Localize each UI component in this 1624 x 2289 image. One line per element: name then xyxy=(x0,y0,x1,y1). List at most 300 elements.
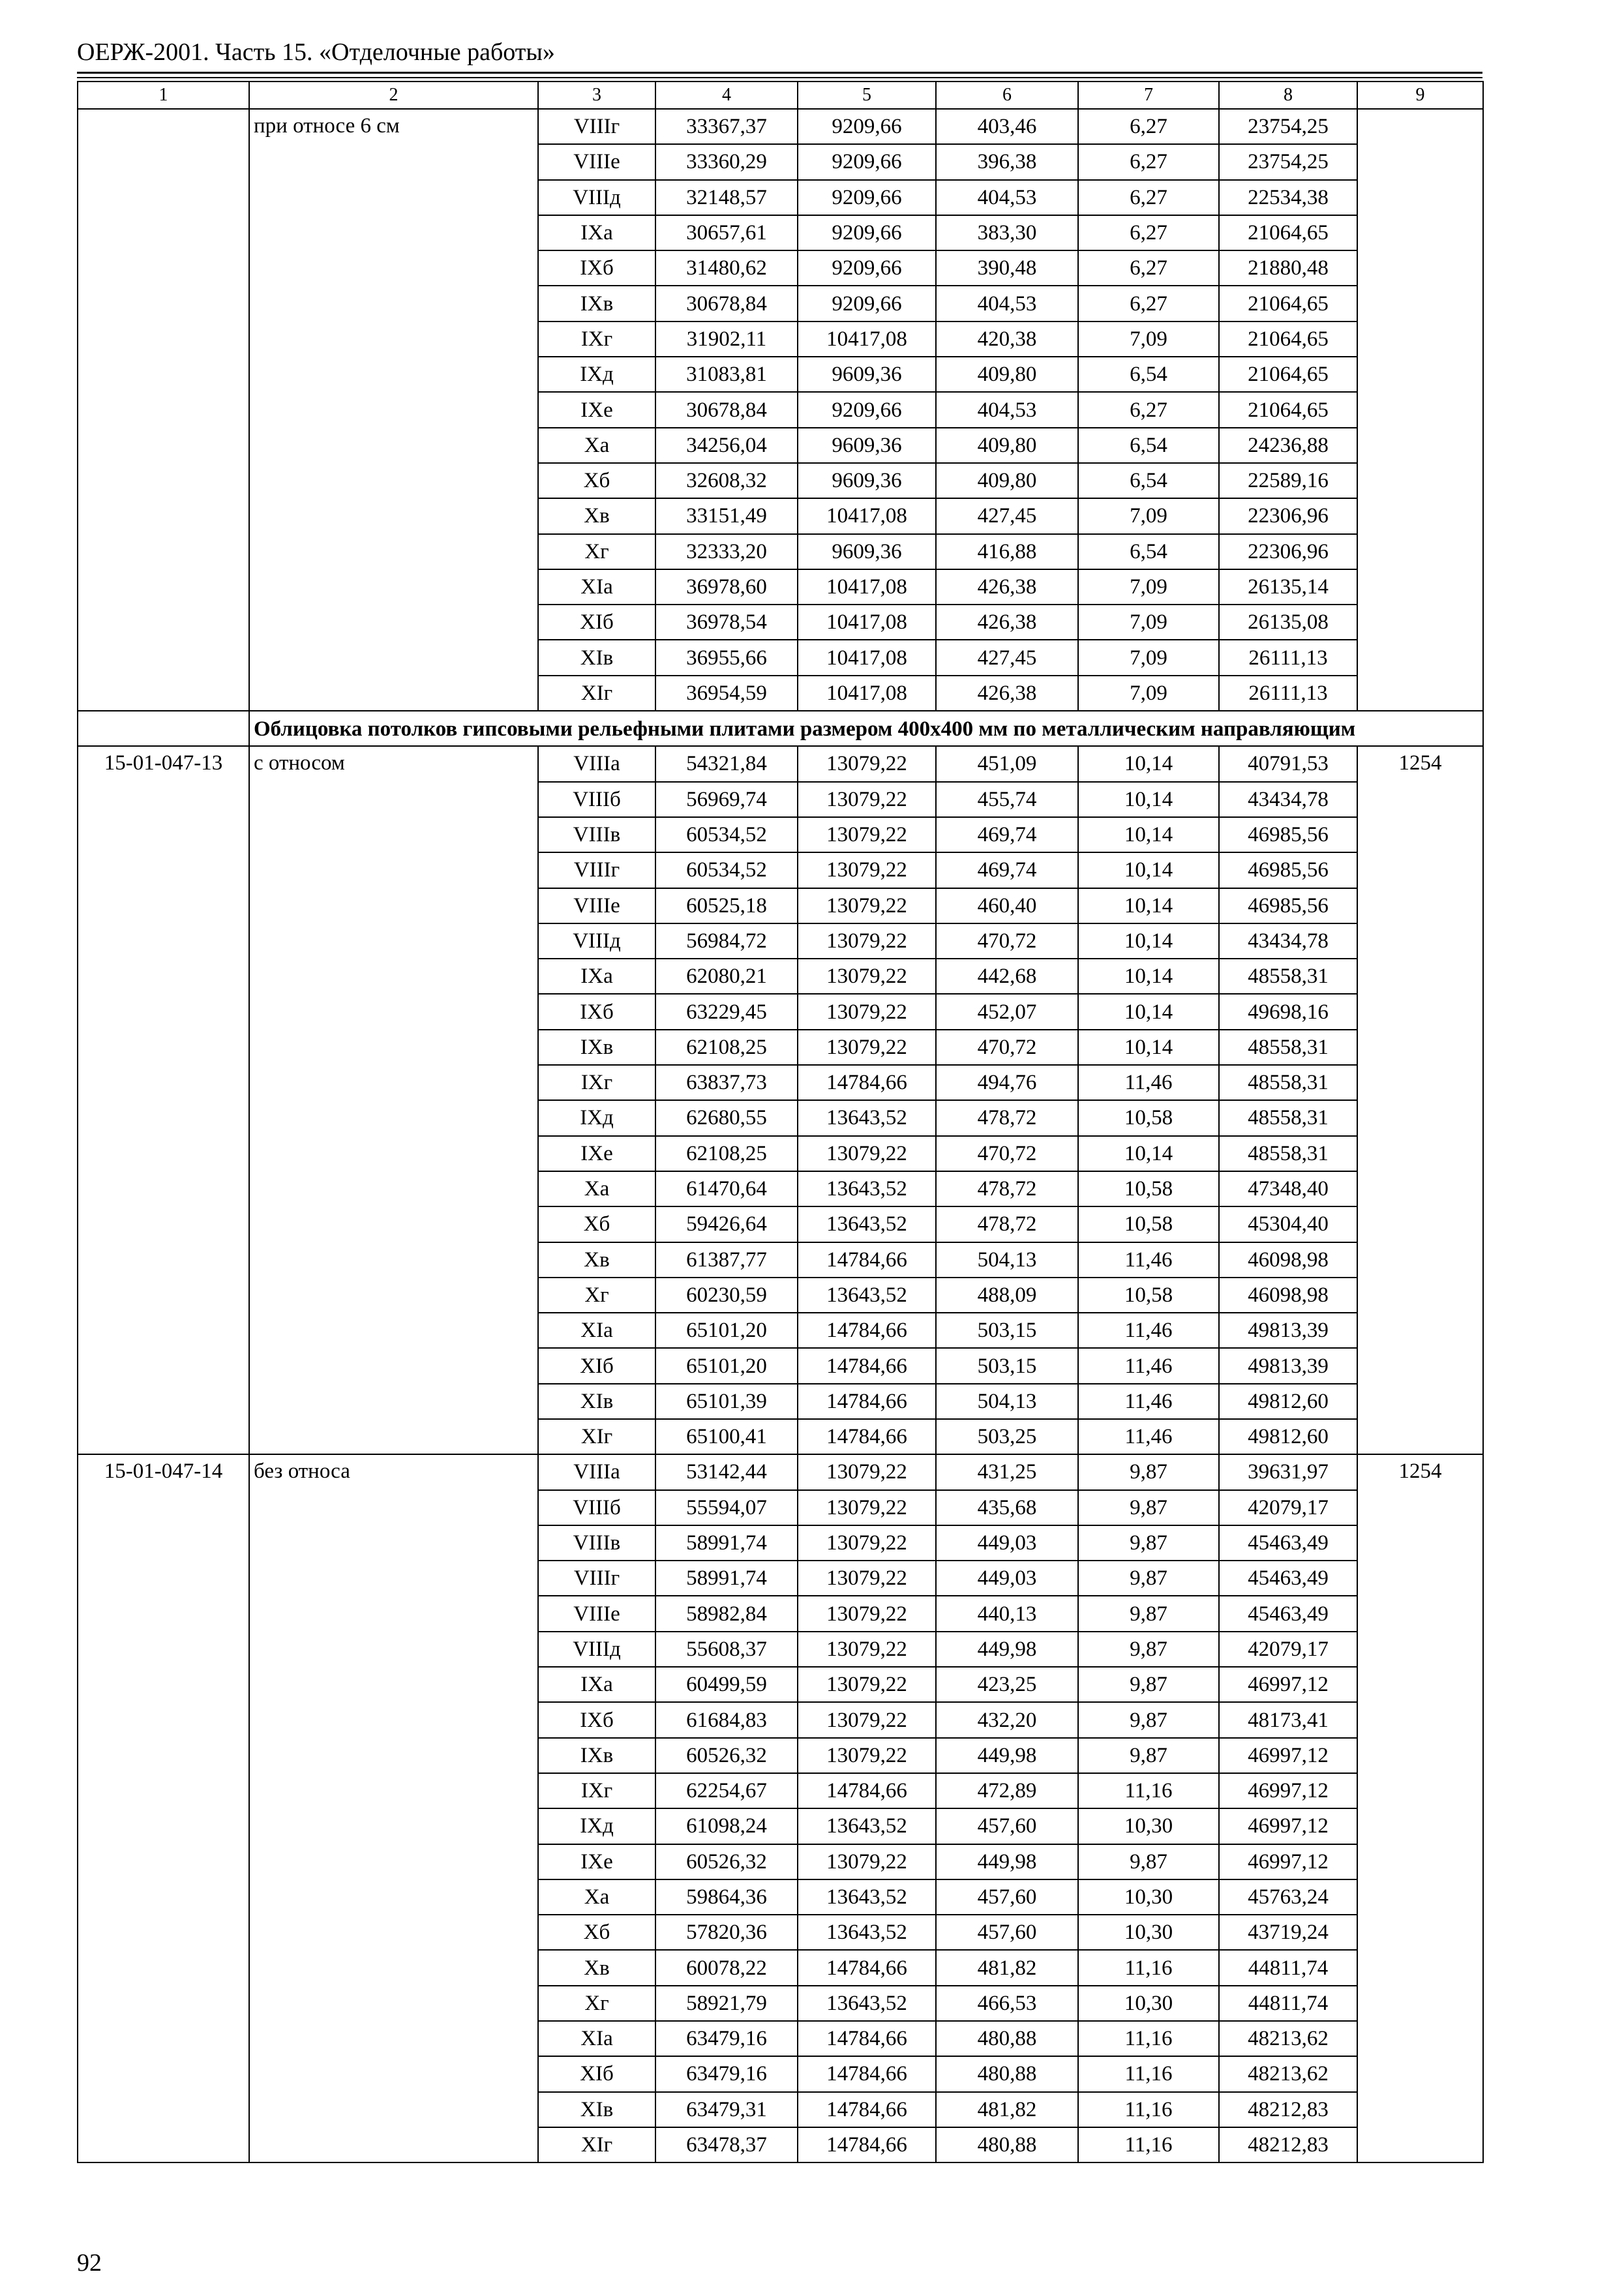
code-cell: 15-01-047-14 xyxy=(78,1454,249,2162)
value-cell: 504,13 xyxy=(936,1384,1078,1419)
value-cell: 442,68 xyxy=(936,959,1078,994)
value-cell: 13643,52 xyxy=(798,1278,936,1313)
value-cell: 26111,13 xyxy=(1219,640,1357,675)
value-cell: 46985,56 xyxy=(1219,817,1357,852)
value-cell: 21880,48 xyxy=(1219,250,1357,286)
header-rule xyxy=(77,72,1482,74)
value-cell: 14784,66 xyxy=(798,1950,936,1985)
zone-cell: VIIIе xyxy=(538,1596,655,1631)
value-cell: 480,88 xyxy=(936,2021,1078,2056)
value-cell: 409,80 xyxy=(936,357,1078,392)
zone-cell: IXв xyxy=(538,1030,655,1065)
value-cell: 63229,45 xyxy=(655,994,798,1029)
value-cell: 10,14 xyxy=(1078,817,1219,852)
value-cell: 503,15 xyxy=(936,1348,1078,1383)
column-number: 3 xyxy=(538,82,655,109)
value-cell: 46997,12 xyxy=(1219,1738,1357,1773)
value-cell: 63479,16 xyxy=(655,2056,798,2091)
value-cell: 472,89 xyxy=(936,1773,1078,1808)
value-cell: 34256,04 xyxy=(655,428,798,463)
value-cell: 61470,64 xyxy=(655,1171,798,1206)
value-cell: 42079,17 xyxy=(1219,1632,1357,1667)
zone-cell: IXа xyxy=(538,1667,655,1702)
zone-cell: IXг xyxy=(538,1773,655,1808)
value-cell: 426,38 xyxy=(936,676,1078,711)
value-cell: 6,27 xyxy=(1078,180,1219,215)
value-cell: 14784,66 xyxy=(798,2021,936,2056)
value-cell: 10417,08 xyxy=(798,569,936,605)
value-cell: 46985,56 xyxy=(1219,888,1357,923)
value-cell: 10,30 xyxy=(1078,1915,1219,1950)
zone-cell: Xб xyxy=(538,1915,655,1950)
value-cell: 14784,66 xyxy=(798,1313,936,1348)
value-cell: 409,80 xyxy=(936,428,1078,463)
value-cell: 61684,83 xyxy=(655,1702,798,1737)
value-cell: 46985,56 xyxy=(1219,852,1357,888)
value-cell: 403,46 xyxy=(936,109,1078,144)
value-cell: 46098,98 xyxy=(1219,1242,1357,1278)
value-cell: 9209,66 xyxy=(798,250,936,286)
value-cell: 60499,59 xyxy=(655,1667,798,1702)
value-cell: 11,46 xyxy=(1078,1348,1219,1383)
value-cell: 457,60 xyxy=(936,1808,1078,1844)
value-cell: 13079,22 xyxy=(798,1702,936,1737)
zone-cell: Xг xyxy=(538,1278,655,1313)
value-cell: 478,72 xyxy=(936,1206,1078,1242)
zone-cell: Xа xyxy=(538,1879,655,1915)
table-row xyxy=(78,109,1483,144)
value-cell: 48212,83 xyxy=(1219,2092,1357,2127)
value-cell: 40791,53 xyxy=(1219,746,1357,781)
value-cell: 10,14 xyxy=(1078,888,1219,923)
value-cell: 45463,49 xyxy=(1219,1561,1357,1596)
value-cell: 30657,61 xyxy=(655,215,798,250)
value-cell: 10,58 xyxy=(1078,1171,1219,1206)
value-cell: 45463,49 xyxy=(1219,1596,1357,1631)
value-cell: 45763,24 xyxy=(1219,1879,1357,1915)
value-cell: 43434,78 xyxy=(1219,923,1357,959)
zone-cell: Xа xyxy=(538,428,655,463)
value-cell: 65101,20 xyxy=(655,1313,798,1348)
value-cell: 61387,77 xyxy=(655,1242,798,1278)
value-cell: 10,14 xyxy=(1078,994,1219,1029)
value-cell: 9209,66 xyxy=(798,144,936,179)
zone-cell: VIIIа xyxy=(538,746,655,781)
value-cell: 58982,84 xyxy=(655,1596,798,1631)
value-cell: 10,30 xyxy=(1078,1986,1219,2021)
value-cell: 432,20 xyxy=(936,1702,1078,1737)
value-cell: 56984,72 xyxy=(655,923,798,959)
value-cell: 63479,16 xyxy=(655,2021,798,2056)
zone-cell: IXд xyxy=(538,1100,655,1135)
value-cell: 62108,25 xyxy=(655,1136,798,1171)
value-cell: 45304,40 xyxy=(1219,1206,1357,1242)
value-cell: 48173,41 xyxy=(1219,1702,1357,1737)
zone-cell: VIIIа xyxy=(538,1454,655,1489)
value-cell: 49813,39 xyxy=(1219,1313,1357,1348)
value-cell: 10417,08 xyxy=(798,498,936,533)
value-cell: 13079,22 xyxy=(798,1596,936,1631)
zone-cell: XIв xyxy=(538,2092,655,2127)
value-cell: 494,76 xyxy=(936,1065,1078,1100)
value-cell: 43434,78 xyxy=(1219,782,1357,817)
zone-cell: VIIIб xyxy=(538,1490,655,1525)
value-cell: 31480,62 xyxy=(655,250,798,286)
value-cell: 13643,52 xyxy=(798,1100,936,1135)
value-cell: 10,58 xyxy=(1078,1206,1219,1242)
value-cell: 11,46 xyxy=(1078,1242,1219,1278)
column-number: 2 xyxy=(249,82,538,109)
zone-cell: VIIIб xyxy=(538,782,655,817)
value-cell: 10,14 xyxy=(1078,782,1219,817)
zone-cell: Xб xyxy=(538,463,655,498)
value-cell: 7,09 xyxy=(1078,676,1219,711)
value-cell: 13079,22 xyxy=(798,1525,936,1561)
section-row xyxy=(78,711,1483,746)
zone-cell: XIб xyxy=(538,605,655,640)
value-cell: 53142,44 xyxy=(655,1454,798,1489)
value-cell: 427,45 xyxy=(936,498,1078,533)
value-cell: 14784,66 xyxy=(798,1773,936,1808)
value-cell: 9,87 xyxy=(1078,1667,1219,1702)
value-cell: 449,03 xyxy=(936,1561,1078,1596)
zone-cell: IXб xyxy=(538,994,655,1029)
value-cell: 36978,54 xyxy=(655,605,798,640)
zone-cell: VIIIг xyxy=(538,1561,655,1596)
value-cell: 9,87 xyxy=(1078,1844,1219,1879)
value-cell: 36954,59 xyxy=(655,676,798,711)
value-cell: 13079,22 xyxy=(798,852,936,888)
value-cell: 13079,22 xyxy=(798,923,936,959)
value-cell: 13079,22 xyxy=(798,782,936,817)
value-cell: 420,38 xyxy=(936,322,1078,357)
value-cell: 32148,57 xyxy=(655,180,798,215)
value-cell: 13079,22 xyxy=(798,1454,936,1489)
value-cell: 21064,65 xyxy=(1219,286,1357,321)
value-cell: 6,27 xyxy=(1078,109,1219,144)
value-cell: 10417,08 xyxy=(798,605,936,640)
value-cell: 61098,24 xyxy=(655,1808,798,1844)
value-cell: 9,87 xyxy=(1078,1490,1219,1525)
zone-cell: IXе xyxy=(538,1844,655,1879)
value-cell: 13079,22 xyxy=(798,746,936,781)
zone-cell: IXе xyxy=(538,1136,655,1171)
value-cell: 383,30 xyxy=(936,215,1078,250)
value-cell: 9,87 xyxy=(1078,1525,1219,1561)
value-cell: 10,14 xyxy=(1078,923,1219,959)
value-cell: 13643,52 xyxy=(798,1879,936,1915)
value-cell: 478,72 xyxy=(936,1171,1078,1206)
value-cell: 13079,22 xyxy=(798,1561,936,1596)
value-cell: 13079,22 xyxy=(798,1844,936,1879)
value-cell: 9,87 xyxy=(1078,1632,1219,1667)
zone-cell: VIIIв xyxy=(538,817,655,852)
value-cell: 9209,66 xyxy=(798,392,936,427)
zone-cell: Xв xyxy=(538,1242,655,1278)
value-cell: 426,38 xyxy=(936,569,1078,605)
value-cell: 11,16 xyxy=(1078,2092,1219,2127)
value-cell: 11,16 xyxy=(1078,2021,1219,2056)
value-cell: 404,53 xyxy=(936,286,1078,321)
zone-cell: IXа xyxy=(538,959,655,994)
value-cell: 9209,66 xyxy=(798,286,936,321)
value-cell: 13079,22 xyxy=(798,888,936,923)
zone-cell: XIг xyxy=(538,1419,655,1454)
value-cell: 21064,65 xyxy=(1219,322,1357,357)
value-cell: 57820,36 xyxy=(655,1915,798,1950)
value-cell: 58991,74 xyxy=(655,1561,798,1596)
value-cell: 9609,36 xyxy=(798,534,936,569)
value-cell: 10,30 xyxy=(1078,1879,1219,1915)
value-cell: 10,58 xyxy=(1078,1278,1219,1313)
value-cell: 60078,22 xyxy=(655,1950,798,1985)
value-cell: 44811,74 xyxy=(1219,1950,1357,1985)
zone-cell: Xг xyxy=(538,534,655,569)
column-number-row xyxy=(78,82,1483,109)
value-cell: 11,46 xyxy=(1078,1313,1219,1348)
value-cell: 62254,67 xyxy=(655,1773,798,1808)
value-cell: 32608,32 xyxy=(655,463,798,498)
value-cell: 21064,65 xyxy=(1219,357,1357,392)
value-cell: 60230,59 xyxy=(655,1278,798,1313)
value-cell: 14784,66 xyxy=(798,1242,936,1278)
value-cell: 6,27 xyxy=(1078,250,1219,286)
value-cell: 469,74 xyxy=(936,817,1078,852)
value-cell: 470,72 xyxy=(936,923,1078,959)
zone-cell: XIа xyxy=(538,2021,655,2056)
value-cell: 10,30 xyxy=(1078,1808,1219,1844)
value-cell: 6,27 xyxy=(1078,215,1219,250)
zone-cell: XIв xyxy=(538,1384,655,1419)
value-cell: 14784,66 xyxy=(798,1065,936,1100)
zone-cell: VIIIе xyxy=(538,888,655,923)
value-cell: 11,46 xyxy=(1078,1384,1219,1419)
value-cell: 449,98 xyxy=(936,1738,1078,1773)
value-cell: 7,09 xyxy=(1078,640,1219,675)
value-cell: 449,03 xyxy=(936,1525,1078,1561)
zone-cell: XIа xyxy=(538,1313,655,1348)
value-cell: 481,82 xyxy=(936,2092,1078,2127)
value-cell: 59864,36 xyxy=(655,1879,798,1915)
value-cell: 48558,31 xyxy=(1219,1100,1357,1135)
value-cell: 480,88 xyxy=(936,2056,1078,2091)
value-cell: 59426,64 xyxy=(655,1206,798,1242)
value-cell: 22306,96 xyxy=(1219,534,1357,569)
column-number: 6 xyxy=(936,82,1078,109)
value-cell: 23754,25 xyxy=(1219,144,1357,179)
value-cell: 452,07 xyxy=(936,994,1078,1029)
value-cell: 6,27 xyxy=(1078,392,1219,427)
value-cell: 457,60 xyxy=(936,1915,1078,1950)
value-cell: 13079,22 xyxy=(798,959,936,994)
value-cell: 26135,08 xyxy=(1219,605,1357,640)
value-cell: 7,09 xyxy=(1078,498,1219,533)
value-cell: 31083,81 xyxy=(655,357,798,392)
value-cell: 10417,08 xyxy=(798,322,936,357)
table-row xyxy=(78,746,1483,781)
zone-cell: VIIIд xyxy=(538,1632,655,1667)
value-cell: 58921,79 xyxy=(655,1986,798,2021)
value-cell: 33151,49 xyxy=(655,498,798,533)
value-cell: 10,14 xyxy=(1078,959,1219,994)
value-cell: 22589,16 xyxy=(1219,463,1357,498)
value-cell: 46098,98 xyxy=(1219,1278,1357,1313)
zone-cell: XIг xyxy=(538,2127,655,2162)
value-cell: 480,88 xyxy=(936,2127,1078,2162)
value-cell: 21064,65 xyxy=(1219,215,1357,250)
value-cell: 24236,88 xyxy=(1219,428,1357,463)
value-cell: 10417,08 xyxy=(798,676,936,711)
value-cell: 48558,31 xyxy=(1219,1136,1357,1171)
value-cell: 457,60 xyxy=(936,1879,1078,1915)
value-cell: 6,27 xyxy=(1078,144,1219,179)
value-cell: 14784,66 xyxy=(798,2092,936,2127)
value-cell: 36955,66 xyxy=(655,640,798,675)
zone-cell: VIIIе xyxy=(538,144,655,179)
zone-cell: Xв xyxy=(538,498,655,533)
value-cell: 31902,11 xyxy=(655,322,798,357)
value-cell: 7,09 xyxy=(1078,322,1219,357)
value-cell: 58991,74 xyxy=(655,1525,798,1561)
zone-cell: XIб xyxy=(538,2056,655,2091)
value-cell: 449,98 xyxy=(936,1632,1078,1667)
value-cell: 11,16 xyxy=(1078,2056,1219,2091)
value-cell: 478,72 xyxy=(936,1100,1078,1135)
zone-cell: IXд xyxy=(538,1808,655,1844)
value-cell: 60526,32 xyxy=(655,1738,798,1773)
zone-cell: IXб xyxy=(538,250,655,286)
value-cell: 504,13 xyxy=(936,1242,1078,1278)
value-cell: 13079,22 xyxy=(798,994,936,1029)
value-cell: 13079,22 xyxy=(798,1632,936,1667)
page-number: 92 xyxy=(77,2249,102,2277)
value-cell: 13079,22 xyxy=(798,1667,936,1702)
zone-cell: Xг xyxy=(538,1986,655,2021)
value-cell: 42079,17 xyxy=(1219,1490,1357,1525)
zone-cell: XIа xyxy=(538,569,655,605)
value-cell: 469,74 xyxy=(936,852,1078,888)
value-cell: 435,68 xyxy=(936,1490,1078,1525)
value-cell: 55594,07 xyxy=(655,1490,798,1525)
value-cell: 9609,36 xyxy=(798,357,936,392)
zone-cell: Xв xyxy=(538,1950,655,1985)
page-header: ОЕРЖ-2001. Часть 15. «Отделочные работы» xyxy=(77,38,555,66)
value-cell: 470,72 xyxy=(936,1136,1078,1171)
value-cell: 9609,36 xyxy=(798,463,936,498)
value-cell: 440,13 xyxy=(936,1596,1078,1631)
value-cell: 10,14 xyxy=(1078,1030,1219,1065)
value-cell: 503,25 xyxy=(936,1419,1078,1454)
value-cell: 9,87 xyxy=(1078,1738,1219,1773)
value-cell: 46997,12 xyxy=(1219,1808,1357,1844)
value-cell: 427,45 xyxy=(936,640,1078,675)
value-cell: 49812,60 xyxy=(1219,1419,1357,1454)
value-cell: 13643,52 xyxy=(798,1986,936,2021)
value-cell: 46997,12 xyxy=(1219,1844,1357,1879)
zone-cell: XIв xyxy=(538,640,655,675)
column-number: 1 xyxy=(78,82,249,109)
code-cell: 15-01-047-13 xyxy=(78,746,249,1454)
column-number: 5 xyxy=(798,82,936,109)
value-cell: 404,53 xyxy=(936,392,1078,427)
value-cell: 9,87 xyxy=(1078,1702,1219,1737)
value-cell: 13643,52 xyxy=(798,1808,936,1844)
value-cell: 30678,84 xyxy=(655,286,798,321)
zone-cell: IXе xyxy=(538,392,655,427)
column-number: 7 xyxy=(1078,82,1219,109)
zone-cell: VIIIг xyxy=(538,852,655,888)
zone-cell: IXг xyxy=(538,1065,655,1100)
value-cell: 396,38 xyxy=(936,144,1078,179)
value-cell: 13643,52 xyxy=(798,1915,936,1950)
value-cell: 13079,22 xyxy=(798,1738,936,1773)
value-cell: 48558,31 xyxy=(1219,1065,1357,1100)
value-cell: 466,53 xyxy=(936,1986,1078,2021)
zone-cell: IXб xyxy=(538,1702,655,1737)
zone-cell: VIIIд xyxy=(538,923,655,959)
value-cell: 6,27 xyxy=(1078,286,1219,321)
value-cell: 9209,66 xyxy=(798,180,936,215)
zone-cell: VIIIг xyxy=(538,109,655,144)
value-cell: 62680,55 xyxy=(655,1100,798,1135)
value-cell: 7,09 xyxy=(1078,605,1219,640)
value-cell: 63837,73 xyxy=(655,1065,798,1100)
value-cell: 22306,96 xyxy=(1219,498,1357,533)
value-cell: 14784,66 xyxy=(798,1384,936,1419)
value-cell: 10,58 xyxy=(1078,1100,1219,1135)
value-cell: 9,87 xyxy=(1078,1454,1219,1489)
value-cell: 11,16 xyxy=(1078,1950,1219,1985)
value-cell: 9,87 xyxy=(1078,1561,1219,1596)
col9-cell: 1254 xyxy=(1357,1454,1483,2162)
value-cell: 56969,74 xyxy=(655,782,798,817)
name-cell: без относа xyxy=(249,1454,538,2162)
value-cell: 390,48 xyxy=(936,250,1078,286)
zone-cell: Xб xyxy=(538,1206,655,1242)
value-cell: 6,54 xyxy=(1078,428,1219,463)
value-cell: 26111,13 xyxy=(1219,676,1357,711)
zone-cell: Xа xyxy=(538,1171,655,1206)
value-cell: 48558,31 xyxy=(1219,959,1357,994)
value-cell: 451,09 xyxy=(936,746,1078,781)
column-number: 4 xyxy=(655,82,798,109)
value-cell: 404,53 xyxy=(936,180,1078,215)
value-cell: 36978,60 xyxy=(655,569,798,605)
value-cell: 14784,66 xyxy=(798,1419,936,1454)
value-cell: 11,46 xyxy=(1078,1419,1219,1454)
value-cell: 9209,66 xyxy=(798,109,936,144)
value-cell: 49812,60 xyxy=(1219,1384,1357,1419)
value-cell: 60525,18 xyxy=(655,888,798,923)
value-cell: 21064,65 xyxy=(1219,392,1357,427)
name-cell: с относом xyxy=(249,746,538,1454)
value-cell: 409,80 xyxy=(936,463,1078,498)
value-cell: 10,14 xyxy=(1078,852,1219,888)
value-cell: 13079,22 xyxy=(798,1490,936,1525)
value-cell: 423,25 xyxy=(936,1667,1078,1702)
value-cell: 9609,36 xyxy=(798,428,936,463)
zone-cell: VIIIв xyxy=(538,1525,655,1561)
value-cell: 11,16 xyxy=(1078,1773,1219,1808)
value-cell: 449,98 xyxy=(936,1844,1078,1879)
value-cell: 9209,66 xyxy=(798,215,936,250)
value-cell: 49698,16 xyxy=(1219,994,1357,1029)
value-cell: 14784,66 xyxy=(798,1348,936,1383)
value-cell: 460,40 xyxy=(936,888,1078,923)
value-cell: 10,14 xyxy=(1078,746,1219,781)
col9-cell: 1254 xyxy=(1357,746,1483,1454)
header-rule-thin xyxy=(77,77,1482,78)
